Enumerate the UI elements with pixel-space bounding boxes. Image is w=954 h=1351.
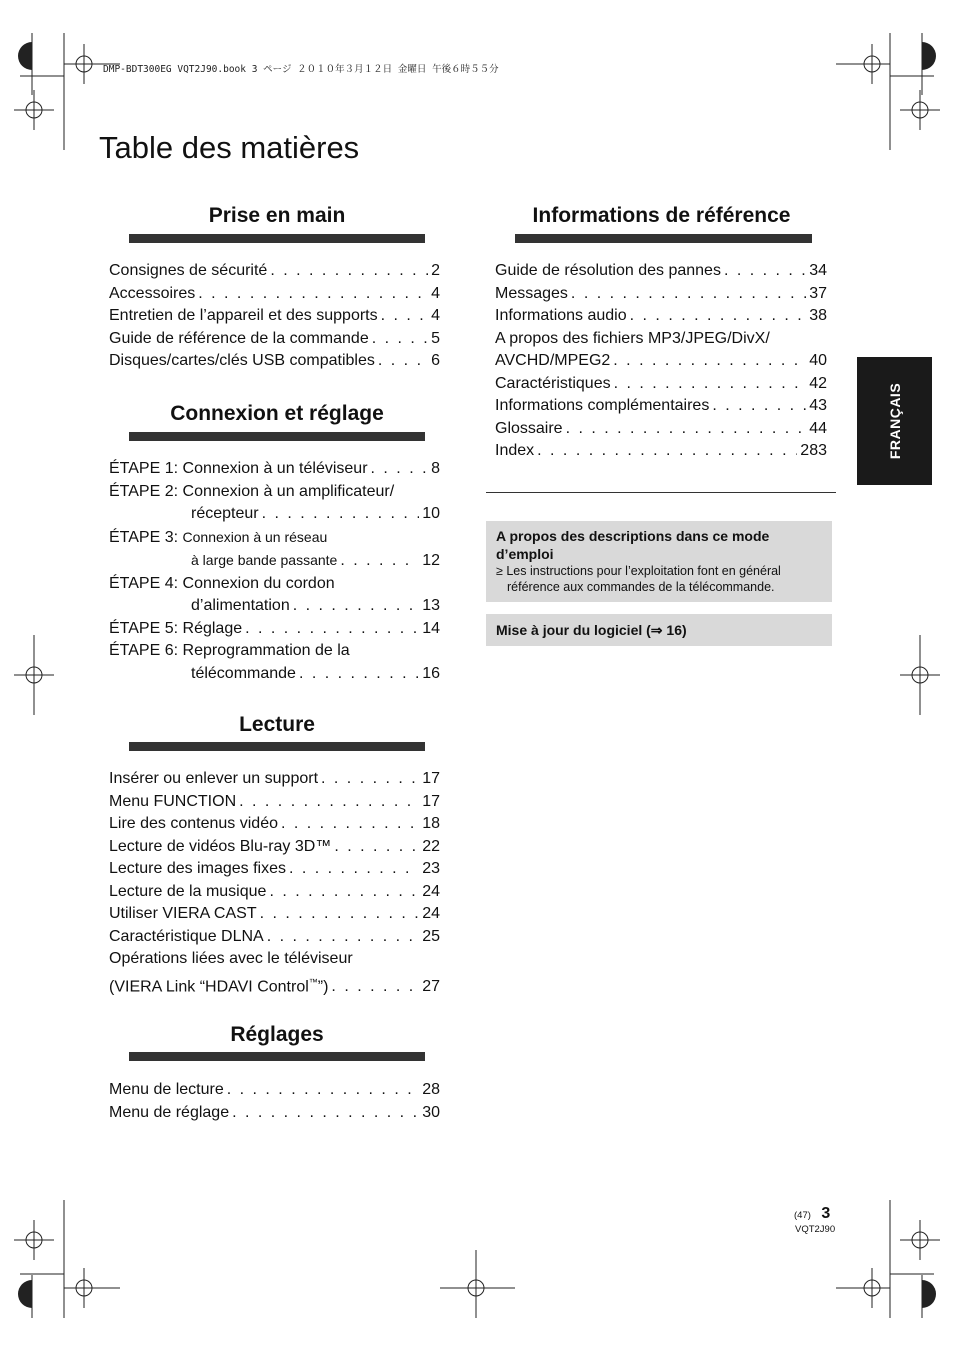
toc-entry-label: Lire des contenus vidéo — [109, 815, 278, 832]
toc-entry-label: Menu FUNCTION — [109, 792, 237, 810]
toc-entry — [109, 549, 440, 573]
toc-entry — [495, 260, 827, 283]
toc-entry-label: à large bande passante — [191, 552, 338, 568]
bullet-icon: ≥ — [496, 564, 503, 578]
toc-entry-page: 40 — [809, 352, 827, 369]
toc-entry — [109, 663, 440, 686]
toc-entry-label: Accessoires — [109, 284, 196, 302]
toc-entry-label: Messages — [495, 284, 568, 302]
toc-entry — [495, 350, 827, 373]
page-title: Table des matières — [99, 130, 360, 165]
toc-entry-line1: Opérations liées avec le téléviseur — [109, 950, 353, 967]
section-title-connexion: Connexion et réglage — [170, 402, 384, 425]
toc-entry-label: Index — [495, 442, 535, 459]
toc-entry — [109, 791, 440, 814]
toc-entry-label: Utiliser VIERA CAST — [109, 905, 257, 922]
page-number: 3 — [821, 1205, 831, 1222]
toc-entry-label: Lecture des images fixes — [109, 860, 286, 877]
toc-entry — [495, 418, 827, 441]
toc-entry-page: 18 — [422, 815, 440, 832]
toc-entry — [109, 971, 440, 999]
toc-entry-line1: ÉTAPE 2: Connexion à un amplificateur/ — [109, 482, 395, 500]
toc-entry — [495, 283, 827, 306]
toc-entry-page: 8 — [431, 460, 440, 477]
toc-entry-label: Entretien de l’appareil et des supports — [109, 307, 378, 324]
toc-entry — [109, 260, 440, 283]
toc-entry — [109, 903, 440, 926]
toc-entry-page: 24 — [422, 905, 440, 922]
toc-entry-label — [109, 971, 328, 999]
section-bar — [129, 432, 425, 441]
divider — [486, 492, 836, 493]
toc-entry-label: ÉTAPE 1: Connexion à un téléviseur — [109, 460, 368, 477]
toc-entry-label-b: ”) — [317, 977, 329, 995]
toc-entry — [109, 1102, 440, 1125]
print-header-line: DMP-BDT300EG VQT2J90.book 3 ページ ２０１０年３月１２日 金曜日 午後６時５５分 — [103, 64, 499, 75]
toc-entry — [109, 768, 440, 791]
toc-entry-line1 — [109, 526, 440, 550]
toc-entry-page: 44 — [809, 419, 827, 437]
toc-entry-label: télécommande — [191, 664, 296, 682]
toc-entry-page: 14 — [422, 619, 440, 637]
toc-entry-page: 13 — [422, 597, 440, 614]
toc-lecture — [109, 768, 440, 998]
footer-code: VQT2J90 — [795, 1224, 836, 1235]
toc-entry-line1: A propos des fichiers MP3/JPEG/DivX/ — [495, 329, 770, 347]
toc-entry-label: Informations complémentaires — [495, 397, 710, 414]
toc-entry-page: 22 — [422, 837, 440, 855]
toc-entry-page: 6 — [431, 352, 440, 369]
toc-entry-label: d’alimentation — [191, 597, 290, 614]
toc-entry-label-a: (VIERA Link “HDAVI Control — [109, 977, 309, 995]
toc-entry-page: 25 — [422, 927, 440, 945]
toc-entry-page: 43 — [809, 397, 827, 414]
section-bar — [129, 1052, 425, 1061]
toc-entry-page: 27 — [422, 977, 440, 995]
toc-entry — [109, 813, 440, 836]
about-box-body: Les instructions pour l’exploitation font en général référence aux commandes de la télécommande. — [506, 564, 781, 594]
section-bar — [129, 742, 425, 751]
toc-entry-page: 283 — [800, 442, 827, 459]
about-box-title: A propos des descriptions dans ce mode d’emploi — [496, 528, 770, 562]
toc-entry — [109, 881, 440, 904]
toc-entry-page: 28 — [422, 1081, 440, 1098]
about-descriptions-box — [486, 521, 832, 602]
toc-entry-line1: ÉTAPE 4: Connexion du cordon — [109, 574, 335, 592]
toc-reference — [495, 260, 827, 463]
toc-entry-page: 30 — [422, 1103, 440, 1121]
toc-entry-label: Informations audio — [495, 307, 627, 324]
footer-ref: (47) — [794, 1210, 811, 1221]
toc-entry-label: Menu de réglage — [109, 1103, 230, 1121]
toc-entry-page: 24 — [422, 882, 440, 900]
toc-entry-page: 38 — [809, 307, 827, 324]
toc-connexion — [109, 458, 440, 685]
toc-entry-label: Menu de lecture — [109, 1081, 224, 1098]
toc-entry-page: 37 — [809, 284, 827, 302]
toc-entry-label: récepteur — [191, 505, 259, 522]
software-update-box — [486, 614, 832, 646]
toc-entry-line1: ÉTAPE 6: Reprogrammation de la — [109, 642, 350, 659]
toc-entry-prefix: ÉTAPE 3: — [109, 528, 183, 546]
toc-entry-label: Guide de résolution des pannes — [495, 262, 721, 279]
toc-entry — [109, 926, 440, 949]
toc-entry — [495, 440, 827, 463]
toc-entry-label: Caractéristique DLNA — [109, 927, 264, 945]
toc-entry — [109, 283, 440, 306]
toc-entry — [495, 395, 827, 418]
toc-entry-label: Insérer ou enlever un support — [109, 770, 319, 787]
toc-entry-page: 12 — [422, 552, 440, 569]
toc-entry-label: Caractéristiques — [495, 374, 611, 392]
language-tab-label: FRANÇAIS — [886, 382, 903, 460]
section-bar — [515, 234, 812, 243]
toc-entry-page: 17 — [422, 792, 440, 810]
section-title-reglages: Réglages — [230, 1023, 324, 1046]
toc-entry — [109, 305, 440, 328]
toc-entry-label: Lecture de la musique — [109, 882, 267, 900]
toc-entry — [495, 305, 827, 328]
toc-entry-label: Glossaire — [495, 419, 563, 437]
toc-entry — [109, 503, 440, 526]
trademark-sign: ™ — [308, 976, 318, 987]
section-title-lecture: Lecture — [239, 713, 315, 736]
toc-entry-label: Consignes de sécurité — [109, 262, 268, 279]
toc-entry-label: Lecture de vidéos Blu-ray 3D™ — [109, 837, 332, 855]
toc-entry — [109, 858, 440, 881]
toc-prise-en-main — [109, 260, 440, 373]
toc-entry-label: ÉTAPE 5: Réglage — [109, 619, 243, 637]
toc-entry — [109, 328, 440, 351]
language-tab — [857, 357, 932, 485]
toc-entry-page: 42 — [809, 374, 827, 392]
toc-entry — [109, 458, 440, 481]
toc-entry — [109, 1079, 440, 1102]
toc-entry-page: 4 — [431, 307, 440, 324]
toc-entry-page: 10 — [422, 505, 440, 522]
software-update-label: Mise à jour du logiciel (⇒ 16) — [496, 622, 687, 638]
section-title-reference: Informations de référence — [532, 204, 791, 227]
toc-entry-line1-text: Connexion à un réseau — [182, 528, 328, 545]
toc-entry-page: 17 — [422, 770, 440, 787]
toc-entry — [109, 836, 440, 859]
toc-entry-page: 2 — [431, 262, 440, 279]
about-box-text — [496, 563, 822, 595]
toc-entry-page: 23 — [422, 860, 440, 877]
toc-entry — [109, 350, 440, 373]
toc-entry — [109, 618, 440, 641]
toc-entry-page: 34 — [809, 262, 827, 279]
section-bar — [129, 234, 425, 243]
toc-entry — [109, 595, 440, 618]
toc-entry-label: AVCHD/MPEG2 — [495, 352, 611, 369]
toc-entry-page: 5 — [431, 329, 440, 347]
toc-entry-page: 4 — [431, 284, 440, 302]
toc-entry-label: Guide de référence de la commande — [109, 329, 369, 347]
footer-page-info — [794, 1205, 830, 1223]
toc-entry-page: 16 — [422, 664, 440, 682]
toc-entry — [495, 373, 827, 396]
toc-reglages — [109, 1079, 440, 1124]
toc-entry-label: Disques/cartes/clés USB compatibles — [109, 352, 375, 369]
section-title-prise-en-main: Prise en main — [208, 204, 346, 227]
